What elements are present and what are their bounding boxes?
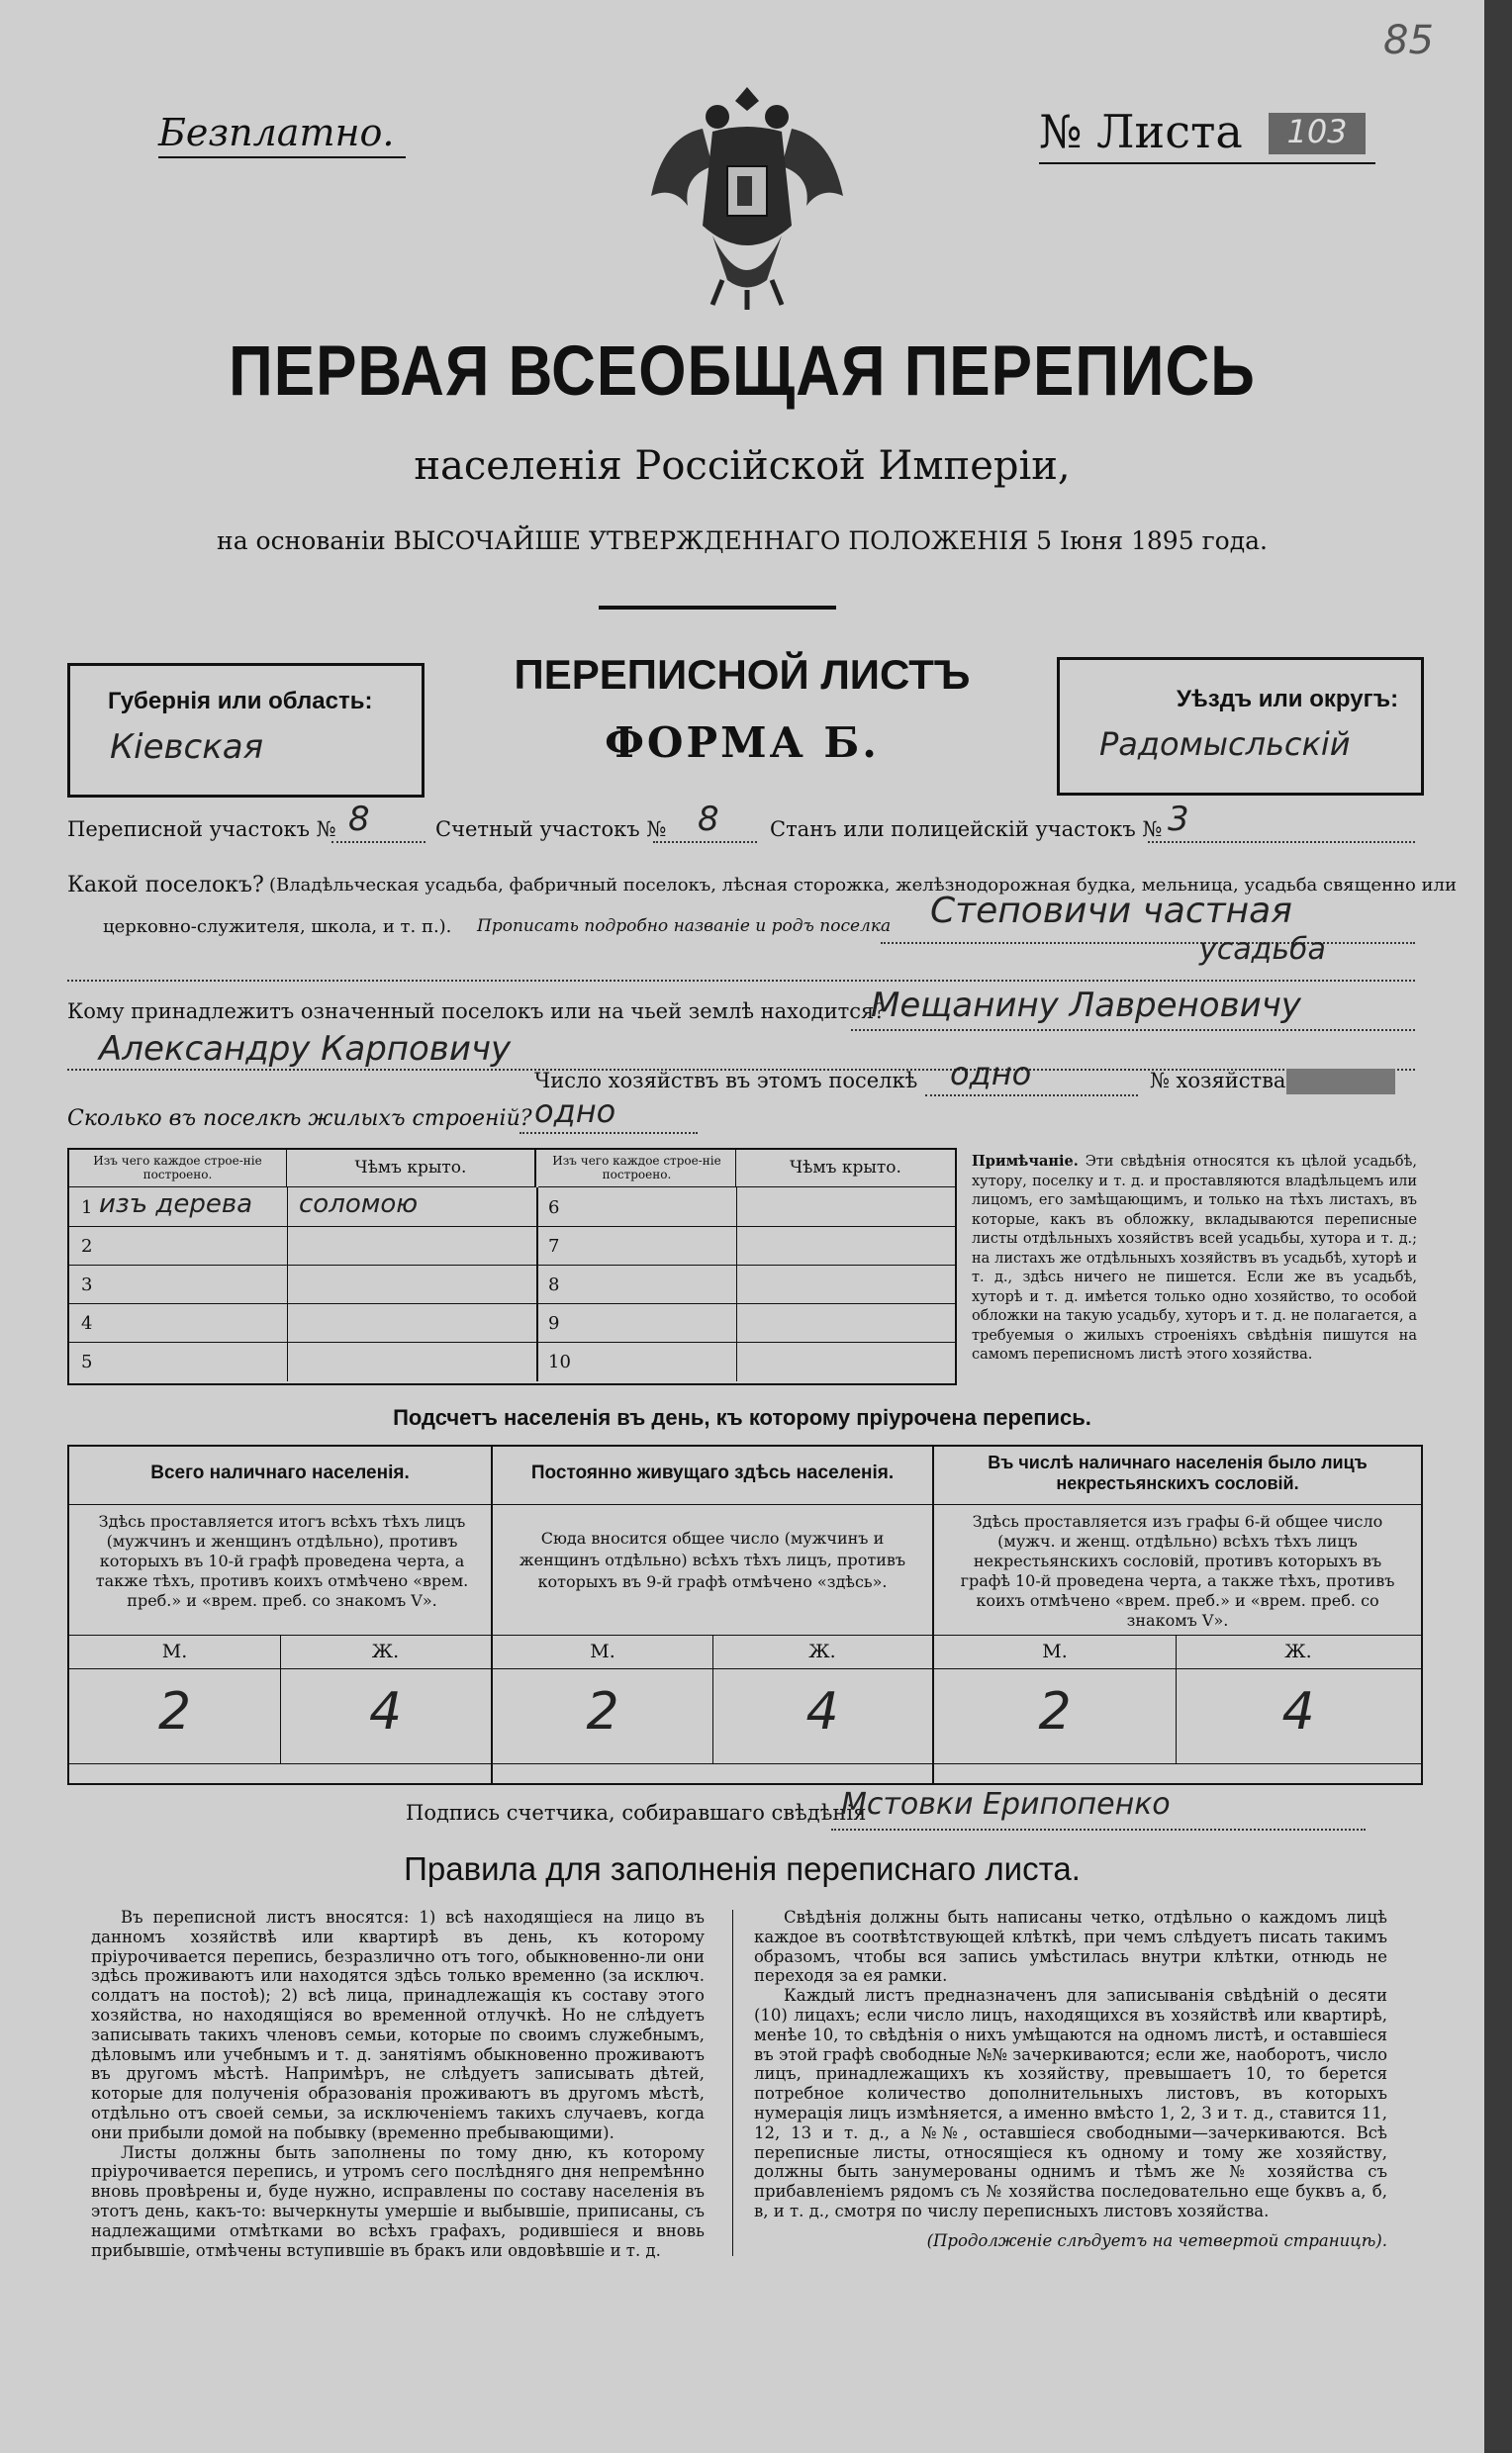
- scan-edge: [1484, 0, 1512, 2453]
- free-label-underline: [158, 156, 406, 158]
- main-title: ПЕРВАЯ ВСЕОБЩАЯ ПЕРЕПИСЬ: [229, 331, 1256, 412]
- free-label: Безплатно.: [158, 111, 395, 154]
- perm-m-value: 2: [586, 1682, 619, 1742]
- rules-right-p2: Каждый листъ предназначенъ для записыванія свѣдѣній о десяти (10) лицахъ; если число лицъ, находящихся въ хозяйствѣ или квартирѣ, менѣе 10, то свѣдѣнія о нихъ умѣщаются на одномъ листѣ, и оставшіеся въ этой графѣ свободные №№ зачеркиваются; если же, наоборотъ, число лицъ, принадлежащихъ къ хозяйству, превышаетъ 10, то берется потребное количество дополнительныхъ листовъ, въ которыхъ нумерація лицъ измѣняется, а именно вмѣсто 1, 2, 3 и т. д., ставится 11, 12, 13 и т. д., а №№, оставшіеся свободными—зачеркиваются. Всѣ переписные листы, относящіеся къ одному и тому же хозяйству, должны быть занумерованы однимъ и тѣмъ же № хозяйства съ прибавленіемъ рядомъ съ № хозяйства последовательно еще буквъ а, б, в, и т. д., смотря по числу переписныхъ листовъ хозяйства.: [754, 1986, 1387, 2220]
- building-row: [69, 1342, 955, 1380]
- uezd-label: Уѣздъ или округъ:: [1177, 686, 1399, 712]
- owner-line-1: [851, 1029, 1415, 1031]
- gubernia-label: Губернія или область:: [108, 688, 373, 714]
- census-district-line: [331, 841, 425, 843]
- gubernia-value: Кіевская: [110, 727, 264, 767]
- form-title: ПЕРЕПИСНОЙ ЛИСТЪ: [514, 651, 971, 698]
- rules-divider: [732, 1910, 733, 2256]
- col-roof-left: Чѣмъ крыто.: [287, 1150, 536, 1187]
- building-number-left: 5: [81, 1352, 93, 1372]
- note-title: Примѣчаніе.: [972, 1153, 1079, 1170]
- households-line: [925, 1094, 1138, 1096]
- building-roof: соломою: [299, 1189, 419, 1219]
- owner-value-1: Мещанину Лавреновичу: [871, 986, 1301, 1025]
- rules-right-column: [754, 1908, 1387, 2251]
- rules-left-p1: Въ переписной листъ вносятся: 1) всѣ находящіеся на лицо въ данномъ хозяйствѣ или квартирѣ въ день, къ которому пріурочивается перепись, безразлично отъ того, обыкновенно-ли они здѣсь проживаютъ или находятся здѣсь только временно (за исключ. солдатъ на постоѣ); 2) всѣ лица, принадлежащія къ составу этого хозяйства, но находящіяся во временной отлучкѣ. Но не слѣдуетъ записывать такихъ членовъ семьи, которые по своимъ служебнымъ, дѣловымъ или учебнымъ и т. д. занятіямъ обыкновенно проживаютъ въ другомъ мѣстѣ. Напримѣръ, не слѣдуетъ записывать дѣтей, которые для полученія образованія проживаютъ въ другомъ мѣстѣ, отдѣльно отъ своей семьи, за исключеніемъ такихъ случаевъ, когда они прибыли домой на побывку (временно пребывающими).: [91, 1908, 705, 2142]
- col3-title: Въ числѣ наличнаго населенія было лицъ некрестьянскихъ сословій.: [988, 1453, 1368, 1493]
- pt-hline-4: [69, 1763, 1421, 1764]
- col-material-right: Изъ чего каждое строе-ніе построено.: [538, 1150, 736, 1187]
- f-label-2: Ж.: [808, 1641, 836, 1662]
- buildings-table: [67, 1148, 957, 1385]
- col-roof-right: Чѣмъ крыто.: [736, 1150, 955, 1187]
- building-material: изъ дерева: [99, 1189, 253, 1219]
- building-number-left: 3: [81, 1274, 93, 1295]
- households-label: Число хозяйствъ въ этомъ поселкѣ: [534, 1069, 918, 1092]
- building-row: [69, 1187, 955, 1227]
- basis-line: на основаніи ВЫСОЧАЙШЕ УТВЕРЖДЕННАГО ПОЛОЖЕНІЯ 5 Іюня 1895 года.: [217, 526, 1268, 555]
- building-number-right: 8: [548, 1274, 560, 1295]
- col2-title: Постоянно живущаго здѣсь населенія.: [530, 1462, 895, 1483]
- form-label: ФОРМА Б.: [605, 718, 880, 767]
- note-text: Эти свѣдѣнія относятся къ цѣлой усадьбѣ, хутору, поселку и т. д. и проставляются владѣльцемъ или лицомъ, его замѣщающимъ, и только на тѣхъ листахъ, въ которые, какъ въ обложку, вкладываются переписные листы отдѣльныхъ хозяйствъ всей усадьбы, хутора и т. д.; на листахъ же отдѣльныхъ хозяйствъ въ усадьбѣ, хуторѣ и т. д., здѣсь ничего не пишется. Если же въ усадьбѣ, хуторѣ и т. д. имѣется только одно хозяйство, то особой обложки на такую усадьбу, хуторъ и т. д. не полагается, а требуемыя о жилыхъ строеніяхъ свѣдѣнія пишутся на самомъ переписномъ листѣ этого хозяйства.: [972, 1154, 1418, 1363]
- sheet-no-value: 103: [1269, 113, 1366, 154]
- col1-desc: Здѣсь проставляется итогъ всѣхъ тѣхъ лицъ (мужчинъ и женщинъ отдѣльно), противъ которыхъ въ 10-й графѣ проведена черта, а также тѣхъ, противъ коихъ отмѣчено «врем. преб.» и «врем. преб. со знакомъ V».: [95, 1512, 469, 1610]
- population-title: Подсчетъ населенія въ день, къ которому пріурочена перепись.: [393, 1405, 1091, 1430]
- building-number-right: 9: [548, 1313, 560, 1334]
- building-number-right: 10: [548, 1352, 571, 1372]
- police-district-label: Станъ или полицейскій участокъ №: [770, 817, 1163, 841]
- buildings-line: [520, 1132, 698, 1134]
- m-label-3: М.: [1042, 1641, 1068, 1662]
- pt-hline-1: [69, 1504, 1421, 1505]
- buildings-note: [972, 1152, 1417, 1366]
- imperial-eagle-emblem: [643, 77, 851, 315]
- bt-divider-3: [736, 1187, 737, 1381]
- col2-desc: Сюда вносится общее число (мужчинъ и женщинъ отдѣльно) всѣхъ тѣхъ лицъ, противъ которыхъ въ 9-й графѣ отмѣчено «здѣсь».: [519, 1529, 906, 1591]
- bt-divider-2: [536, 1187, 538, 1381]
- signature-value: Мстовки Ерипопенко: [841, 1787, 1171, 1822]
- bt-divider-1: [287, 1187, 288, 1381]
- settlement-value-1: Степовичи частная: [930, 891, 1292, 931]
- buildings-question: Сколько въ поселкѣ жилыхъ строеній?: [67, 1106, 532, 1131]
- settlement-hint-3: Прописать подробно названіе и родъ поселка: [477, 916, 892, 936]
- settlement-hint-1: (Владѣльческая усадьба, фабричный поселокъ, лѣсная сторожка, желѣзнодорожная будка, мельница, усадьба священно или: [269, 875, 1457, 896]
- buildings-value: одно: [534, 1092, 616, 1130]
- owner-value-2: Александру Карповичу: [99, 1029, 512, 1069]
- building-number-left: 2: [81, 1236, 93, 1257]
- count-district-value: 8: [698, 800, 719, 839]
- rules-left-p2: Листы должны быть заполнены по тому дню, къ которому пріурочивается перепись, и утромъ сего послѣдняго дня непремѣнно вновь провѣрены и, буде нужно, исправлены по составу населенія въ этотъ день, какъ-то: вычеркнуты умершіе и выбывшіе, приписаны, съ надлежащими отмѣтками во всѣхъ графахъ, родившіеся и вновь прибывшіе, отмѣчены вступившіе въ бракъ или овдовѣвшіе и т. д.: [91, 2142, 705, 2260]
- m-label-2: М.: [590, 1641, 615, 1662]
- settlement-question: Какой поселокъ?: [67, 873, 264, 897]
- rules-continued: (Продолженіе слѣдуетъ на четвертой страницѣ).: [926, 2230, 1387, 2250]
- household-no-redacted: [1286, 1069, 1395, 1094]
- page-number: 85: [1383, 18, 1434, 63]
- total-f-value: 4: [368, 1682, 403, 1742]
- header-divider: [599, 606, 836, 610]
- rules-title: Правила для заполненія переписнаго листа.: [404, 1850, 1081, 1887]
- sheet-no-underline: [1039, 162, 1375, 164]
- col1-title: Всего наличнаго населенія.: [150, 1462, 410, 1483]
- settlement-value-2: усадьба: [1199, 932, 1326, 967]
- signature-line: [831, 1829, 1366, 1831]
- building-number-left: 1: [81, 1197, 93, 1218]
- settlement-line-1: [881, 942, 1415, 944]
- census-district-value: 8: [348, 800, 370, 839]
- uezd-value: Радомысльскій: [1099, 725, 1351, 763]
- census-district-label: Переписной участокъ №: [67, 817, 336, 841]
- building-row: [69, 1303, 955, 1343]
- count-district-line: [653, 841, 757, 843]
- building-row: [69, 1226, 955, 1266]
- building-number-right: 6: [548, 1197, 560, 1218]
- building-number-left: 4: [81, 1313, 93, 1334]
- nonpeasant-m-value: 2: [1038, 1682, 1072, 1742]
- settlement-line-2: [67, 980, 1415, 982]
- household-no-label: № хозяйства: [1150, 1069, 1286, 1092]
- subtitle: населенія Россійской Имперіи,: [414, 443, 1071, 489]
- f-label-1: Ж.: [371, 1641, 400, 1662]
- population-table: [67, 1445, 1423, 1785]
- pt-hline-2: [69, 1635, 1421, 1636]
- owner-question: Кому принадлежитъ означенный поселокъ или на чьей землѣ находится?: [67, 999, 886, 1023]
- building-number-right: 7: [548, 1236, 560, 1257]
- m-label-1: М.: [161, 1641, 188, 1662]
- nonpeasant-f-value: 4: [1281, 1682, 1315, 1742]
- police-district-value: 3: [1168, 800, 1189, 839]
- col-material-left: Изъ чего каждое строе-ніе построено.: [69, 1150, 287, 1187]
- households-value: одно: [950, 1055, 1032, 1092]
- uezd-box: [1057, 657, 1424, 796]
- rules-right-p1: Свѣдѣнія должны быть написаны четко, отдѣльно о каждомъ лицѣ каждое въ соотвѣтствующей клѣткѣ, при чемъ слѣдуетъ писать такимъ образомъ, чтобы вся запись умѣстилась внутри клѣтки, отнюдь не переходя за ея рамки.: [754, 1908, 1387, 1986]
- pt-hline-3: [69, 1668, 1421, 1669]
- rules-left-column: [91, 1908, 705, 2260]
- gubernia-box: [67, 663, 425, 798]
- police-district-line: [1148, 841, 1415, 843]
- col3-desc: Здѣсь проставляется изъ графы 6-й общее число (мужч. и женщ. отдѣльно) всѣхъ тѣхъ лицъ некрестьянскихъ сословій, противъ которыхъ въ графѣ 10-й проведена черта, а также тѣхъ, противъ коихъ отмѣчено «врем. преб.» и «врем. преб. со знакомъ V».: [960, 1512, 1395, 1630]
- count-district-label: Счетный участокъ №: [435, 817, 667, 841]
- perm-f-value: 4: [805, 1682, 839, 1742]
- sheet-no-label: № Листа: [1039, 105, 1243, 158]
- building-row: [69, 1265, 955, 1304]
- total-m-value: 2: [157, 1682, 192, 1742]
- signature-label: Подпись счетчика, собиравшаго свѣдѣнія: [406, 1801, 867, 1825]
- settlement-hint-2: церковно-служителя, школа, и т. п.).: [103, 916, 452, 937]
- f-label-3: Ж.: [1284, 1641, 1312, 1662]
